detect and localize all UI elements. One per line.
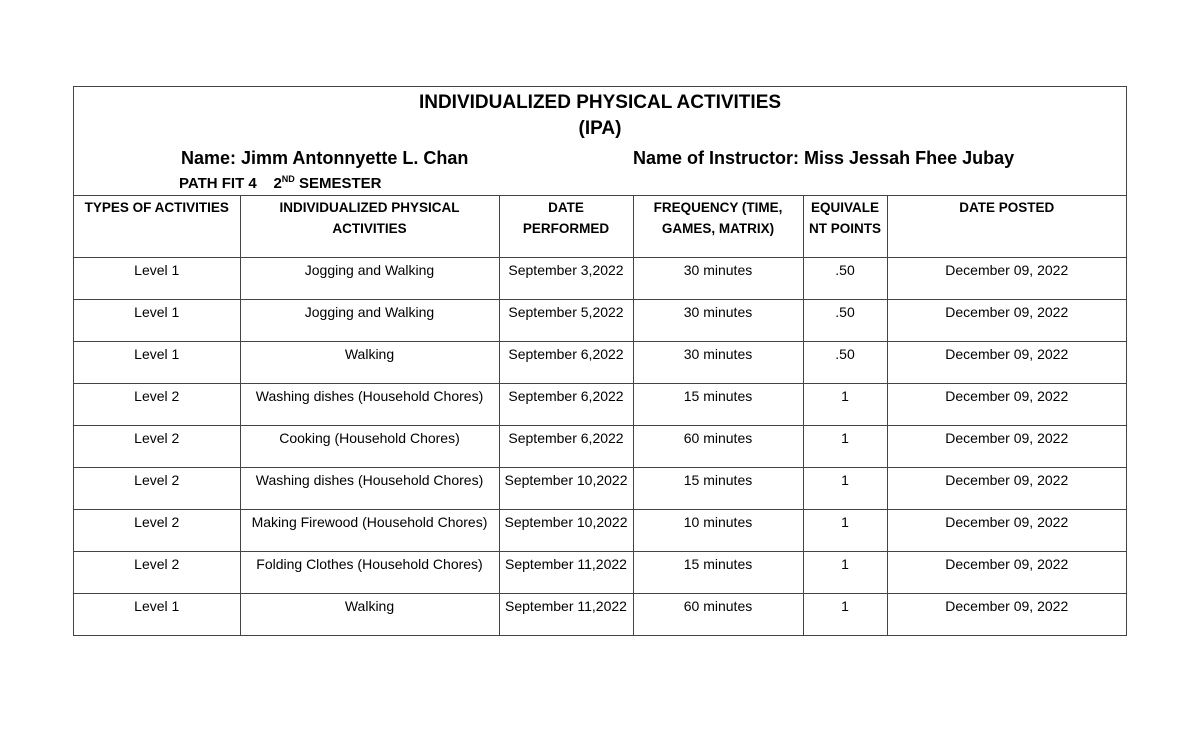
cell-type: Level 2	[74, 510, 240, 552]
col-header-date-performed: DATE PERFORMED	[499, 196, 633, 258]
cell-activity: Jogging and Walking	[240, 258, 499, 300]
table-row	[74, 468, 1126, 510]
semester-number: 2	[273, 175, 282, 192]
cell-frequency: 30 minutes	[633, 342, 803, 384]
table-row	[74, 300, 1126, 342]
col-header-types: TYPES OF ACTIVITIES	[74, 196, 240, 258]
cell-date-performed: September 6,2022	[499, 426, 633, 468]
cell-points: 1	[803, 468, 887, 510]
cell-type: Level 2	[74, 468, 240, 510]
col-header-activities: INDIVIDUALIZED PHYSICAL ACTIVITIES	[240, 196, 499, 258]
cell-frequency: 30 minutes	[633, 300, 803, 342]
cell-date-posted: December 09, 2022	[887, 426, 1126, 468]
cell-type: Level 1	[74, 258, 240, 300]
cell-type: Level 1	[74, 300, 240, 342]
cell-type: Level 2	[74, 552, 240, 594]
cell-date-posted: December 09, 2022	[887, 300, 1126, 342]
table-row	[74, 426, 1126, 468]
cell-activity: Walking	[240, 594, 499, 636]
cell-points: 1	[803, 552, 887, 594]
cell-type: Level 1	[74, 594, 240, 636]
cell-date-posted: December 09, 2022	[887, 594, 1126, 636]
cell-points: .50	[803, 342, 887, 384]
table-row	[74, 594, 1126, 636]
cell-date-performed: September 10,2022	[499, 468, 633, 510]
cell-date-performed: September 3,2022	[499, 258, 633, 300]
cell-date-posted: December 09, 2022	[887, 468, 1126, 510]
cell-activity: Cooking (Household Chores)	[240, 426, 499, 468]
instructor-name: Name of Instructor: Miss Jessah Fhee Jubay	[633, 148, 1015, 168]
table-row	[74, 384, 1126, 426]
col-header-date-posted: DATE POSTED	[887, 196, 1126, 258]
cell-date-performed: September 11,2022	[499, 594, 633, 636]
cell-date-posted: December 09, 2022	[887, 510, 1126, 552]
course-semester	[179, 174, 381, 192]
cell-type: Level 2	[74, 426, 240, 468]
cell-type: Level 2	[74, 384, 240, 426]
cell-activity: Making Firewood (Household Chores)	[240, 510, 499, 552]
cell-points: 1	[803, 510, 887, 552]
cell-activity: Jogging and Walking	[240, 300, 499, 342]
document-title: INDIVIDUALIZED PHYSICAL ACTIVITIES	[418, 92, 782, 113]
cell-date-posted: December 09, 2022	[887, 258, 1126, 300]
cell-frequency: 15 minutes	[633, 384, 803, 426]
table-row	[74, 552, 1126, 594]
col-header-frequency: FREQUENCY (TIME, GAMES, MATRIX)	[633, 196, 803, 258]
cell-points: 1	[803, 594, 887, 636]
cell-date-performed: September 10,2022	[499, 510, 633, 552]
cell-date-posted: December 09, 2022	[887, 552, 1126, 594]
col-header-points: EQUIVALENT POINTS	[803, 196, 887, 258]
activities-table	[74, 196, 1126, 635]
cell-date-performed: September 11,2022	[499, 552, 633, 594]
cell-frequency: 30 minutes	[633, 258, 803, 300]
table-row	[74, 258, 1126, 300]
cell-points: .50	[803, 300, 887, 342]
cell-points: .50	[803, 258, 887, 300]
cell-date-posted: December 09, 2022	[887, 342, 1126, 384]
cell-date-performed: September 6,2022	[499, 342, 633, 384]
cell-activity: Walking	[240, 342, 499, 384]
cell-date-performed: September 5,2022	[499, 300, 633, 342]
document-header	[74, 87, 1126, 196]
semester-word: SEMESTER	[298, 175, 382, 192]
cell-type: Level 1	[74, 342, 240, 384]
student-name: Name: Jimm Antonnyette L. Chan	[181, 148, 469, 168]
cell-frequency: 10 minutes	[633, 510, 803, 552]
table-header-row	[74, 196, 1126, 258]
cell-date-performed: September 6,2022	[499, 384, 633, 426]
cell-activity: Washing dishes (Household Chores)	[240, 384, 499, 426]
cell-points: 1	[803, 426, 887, 468]
table-row	[74, 342, 1126, 384]
table-row	[74, 510, 1126, 552]
cell-activity: Washing dishes (Household Chores)	[240, 468, 499, 510]
ipa-document	[73, 86, 1127, 636]
semester-suffix: ND	[281, 174, 295, 184]
cell-frequency: 15 minutes	[633, 552, 803, 594]
cell-frequency: 15 minutes	[633, 468, 803, 510]
cell-date-posted: December 09, 2022	[887, 384, 1126, 426]
course-code: PATH FIT 4	[179, 175, 257, 192]
cell-frequency: 60 minutes	[633, 426, 803, 468]
document-subtitle: (IPA)	[578, 118, 622, 139]
cell-frequency: 60 minutes	[633, 594, 803, 636]
cell-activity: Folding Clothes (Household Chores)	[240, 552, 499, 594]
cell-points: 1	[803, 384, 887, 426]
